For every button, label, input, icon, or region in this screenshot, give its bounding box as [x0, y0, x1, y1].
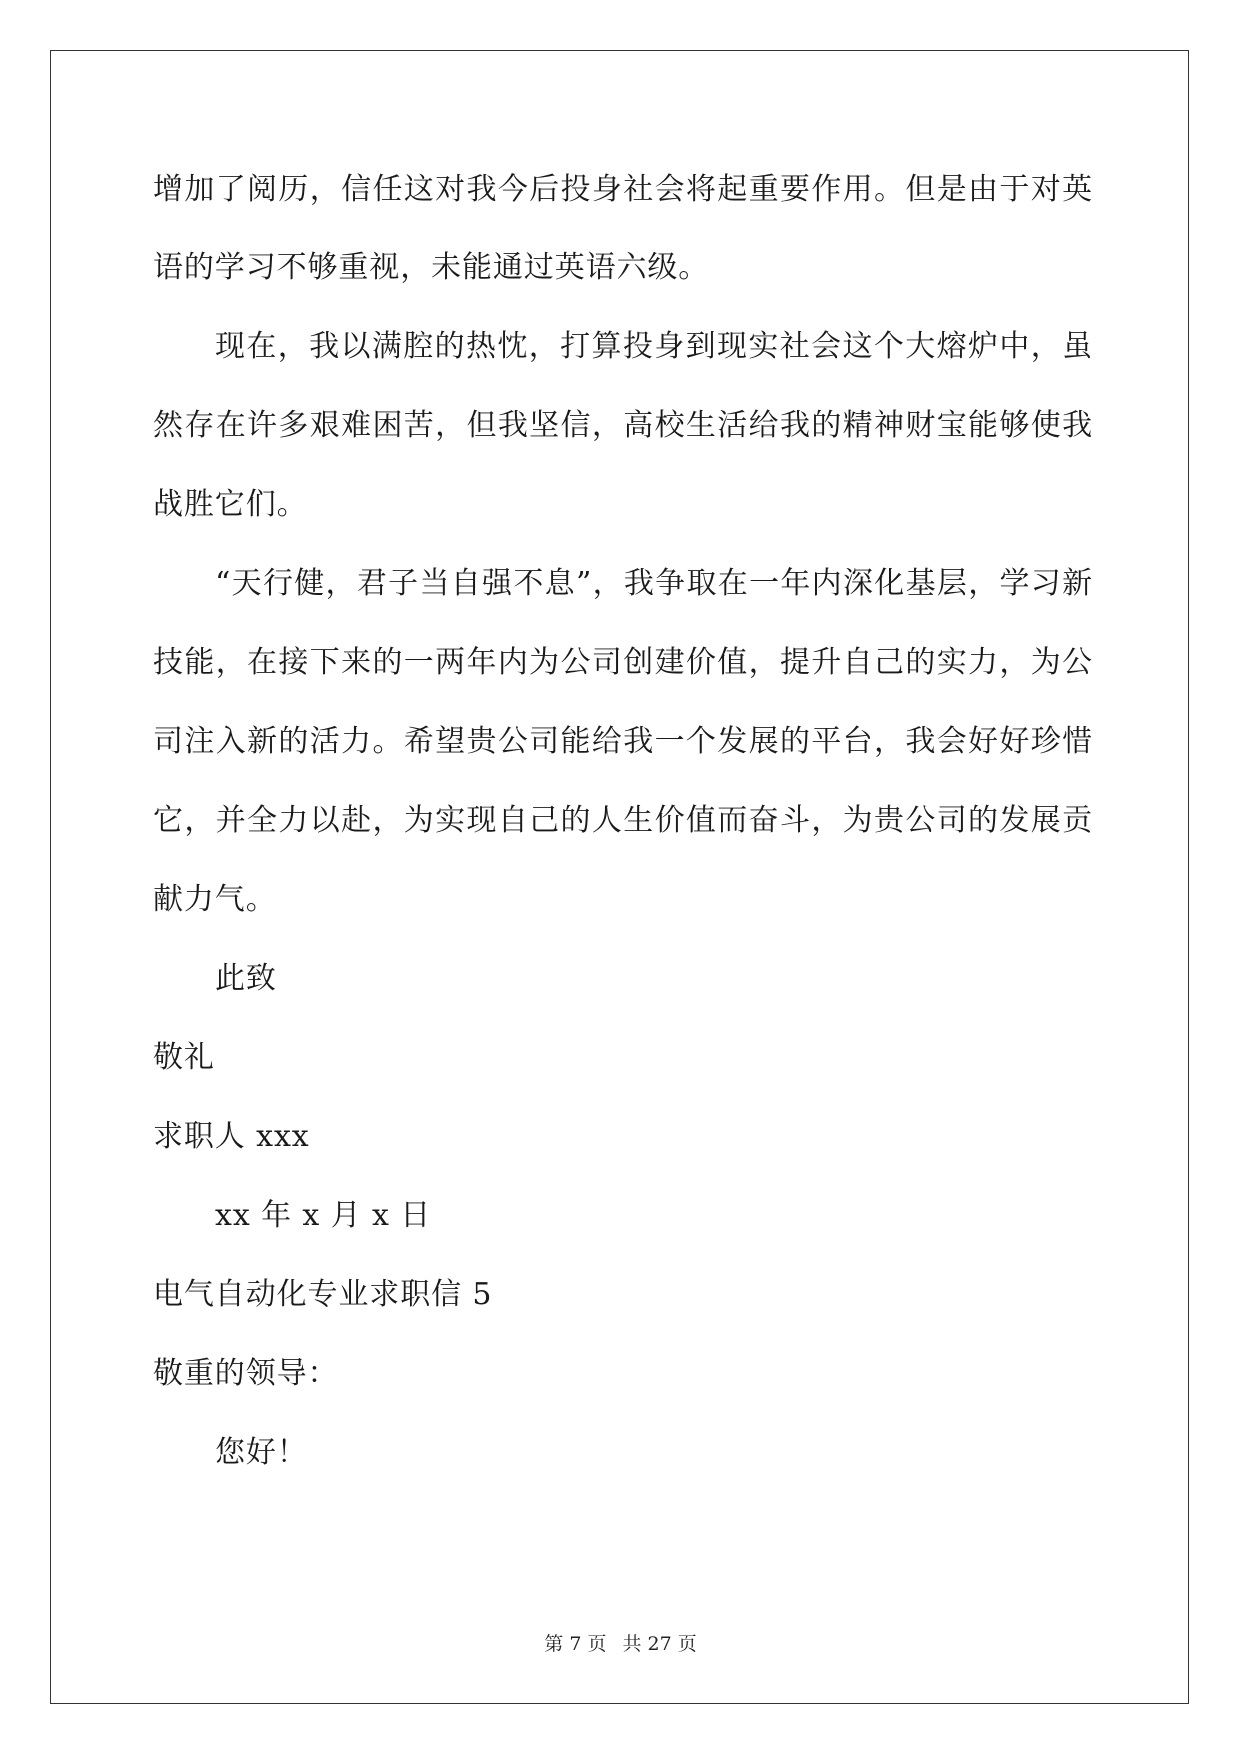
page-footer [0, 1632, 1241, 1656]
text-line: “天行健，君子当自强不息”，我争取在一年内深化基层，学习新 [215, 566, 1093, 601]
text-line: 它，并全力以赴，为实现自己的人生价值而奋斗，为贵公司的发展贡 [153, 803, 1093, 838]
text-line: 献力气。 [153, 882, 277, 917]
text-line: 司注入新的活力。希望贵公司能给我一个发展的平台，我会好好珍惜 [153, 724, 1093, 759]
text-line: 语的学习不够重视，未能通过英语六级。 [153, 250, 710, 285]
text-line: 现在，我以满腔的热忱，打算投身到现实社会这个大熔炉中，虽 [215, 329, 1093, 364]
text-line: 增加了阅历，信任这对我今后投身社会将起重要作用。但是由于对英 [153, 172, 1093, 207]
page-total: 共 27 页 [622, 1633, 697, 1655]
text-line: 战胜它们。 [153, 487, 308, 522]
section-title: 电气自动化专业求职信 5 [153, 1277, 493, 1312]
page-number: 第 7 页 [544, 1633, 607, 1655]
date-text: xx 年 x 月 x 日 [215, 1198, 432, 1233]
salute-text: 敬礼 [153, 1040, 215, 1075]
text-line: 然存在许多艰难困苦，但我坚信，高校生活给我的精神财宝能够使我 [153, 408, 1093, 443]
greeting-text: 敬重的领导： [153, 1356, 339, 1391]
hello-text: 您好！ [215, 1435, 308, 1470]
closing-text: 此致 [215, 961, 277, 996]
signature-text: 求职人 xxx [153, 1119, 310, 1154]
text-line: 技能，在接下来的一两年内为公司创建价值，提升自己的实力，为公 [153, 645, 1093, 680]
